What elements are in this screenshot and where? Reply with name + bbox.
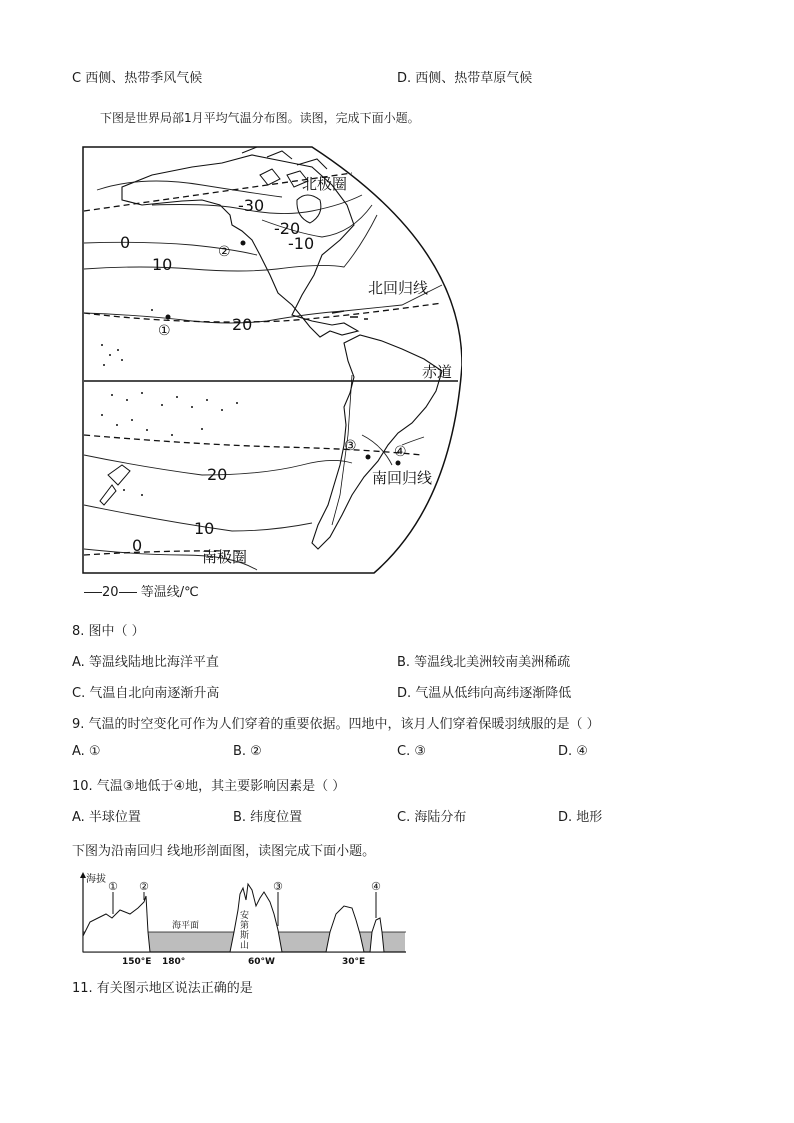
profile-tick-180: 180° <box>162 957 186 967</box>
isotherm-label-0-south: 0 <box>132 536 143 555</box>
legend-line-right <box>119 592 137 593</box>
isotherm-label-0-north: 0 <box>120 233 131 252</box>
arctic-circle-label: 北极圈 <box>302 175 348 193</box>
profile-ylabel: 海拔 <box>86 874 106 885</box>
q10-option-a: A. 半球位置 <box>72 810 141 825</box>
q8-option-b: B. 等温线北美洲较南美洲稀疏 <box>397 655 571 670</box>
sea-level-label: 海平面 <box>172 921 200 931</box>
isotherm-label-n30: -30 <box>238 196 265 215</box>
point-4-label: ④ <box>394 444 407 460</box>
equator-label: 赤道 <box>422 363 453 381</box>
profile-point-2: ② <box>139 880 149 893</box>
tropic-cancer-label: 北回归线 <box>368 279 429 297</box>
andes-char-2: 第 <box>240 921 250 931</box>
point-3-label: ③ <box>344 438 357 454</box>
q9-stem: 9. 气温的时空变化可作为人们穿着的重要依据。四地中，该月人们穿着保暖羽绒服的是（ ） <box>72 717 600 732</box>
isotherm-label-n10: -10 <box>288 234 315 253</box>
andes-char-3: 斯 <box>240 931 250 941</box>
profile-tick-150e: 150°E <box>122 957 152 967</box>
point-2-label: ② <box>218 244 231 260</box>
isotherm-label-20-south: 20 <box>207 465 228 484</box>
map-frame <box>83 147 462 573</box>
antarctic-circle-label: 南极圈 <box>202 548 248 566</box>
legend-line <box>84 592 102 593</box>
profile-point-3: ③ <box>273 880 283 893</box>
profile-point-1: ① <box>108 880 118 893</box>
prev-option-d: D. 西侧、热带草原气候 <box>397 71 533 86</box>
q9-option-c: C. ③ <box>397 744 426 759</box>
q10-option-b: B. 纬度位置 <box>233 810 303 825</box>
isotherm-label-10-north: 10 <box>152 255 173 274</box>
q8-option-a: A. 等温线陆地比海洋平直 <box>72 655 219 670</box>
q8-option-c: C. 气温自北向南逐渐升高 <box>72 686 220 701</box>
legend-label: 等温线/℃ <box>140 585 199 600</box>
tropic-capricorn-label: 南回归线 <box>372 469 433 487</box>
profile-tick-60w: 60°W <box>248 957 275 967</box>
q8-option-d: D. 气温从低纬向高纬逐渐降低 <box>397 686 572 701</box>
andes-char-4: 山 <box>240 941 250 951</box>
prev-option-c: C 西侧、热带季风气候 <box>72 71 203 86</box>
q10-option-c: C. 海陆分布 <box>397 810 467 825</box>
q11-stem: 11. 有关图示地区说法正确的是 <box>72 981 253 996</box>
profile-intro: 下图为沿南回归 线地形剖面图，读图完成下面小题。 <box>72 844 376 859</box>
profile-tick-30e: 30°E <box>342 957 366 967</box>
isotherm-label-10-south: 10 <box>194 519 215 538</box>
map-legend <box>84 581 199 600</box>
isotherm-map <box>82 145 462 575</box>
map-intro: 下图是世界局部1月平均气温分布图。读图，完成下面小题。 <box>100 111 420 125</box>
point-1-label: ① <box>158 323 171 339</box>
q9-option-a: A. ① <box>72 744 101 759</box>
q10-option-d: D. 地形 <box>558 810 603 825</box>
q8-stem: 8. 图中（ ） <box>72 624 145 639</box>
andes-char-1: 安 <box>240 911 250 921</box>
q9-option-b: B. ② <box>233 744 262 759</box>
terrain-profile <box>80 870 410 968</box>
profile-point-4: ④ <box>371 880 381 893</box>
isotherm-label-20-north: 20 <box>232 315 253 334</box>
isotherm-label-n20: -20 <box>274 219 301 238</box>
q10-stem: 10. 气温③地低于④地，其主要影响因素是（ ） <box>72 779 346 794</box>
q9-option-d: D. ④ <box>558 744 588 759</box>
legend-sample: 20 <box>102 585 119 600</box>
